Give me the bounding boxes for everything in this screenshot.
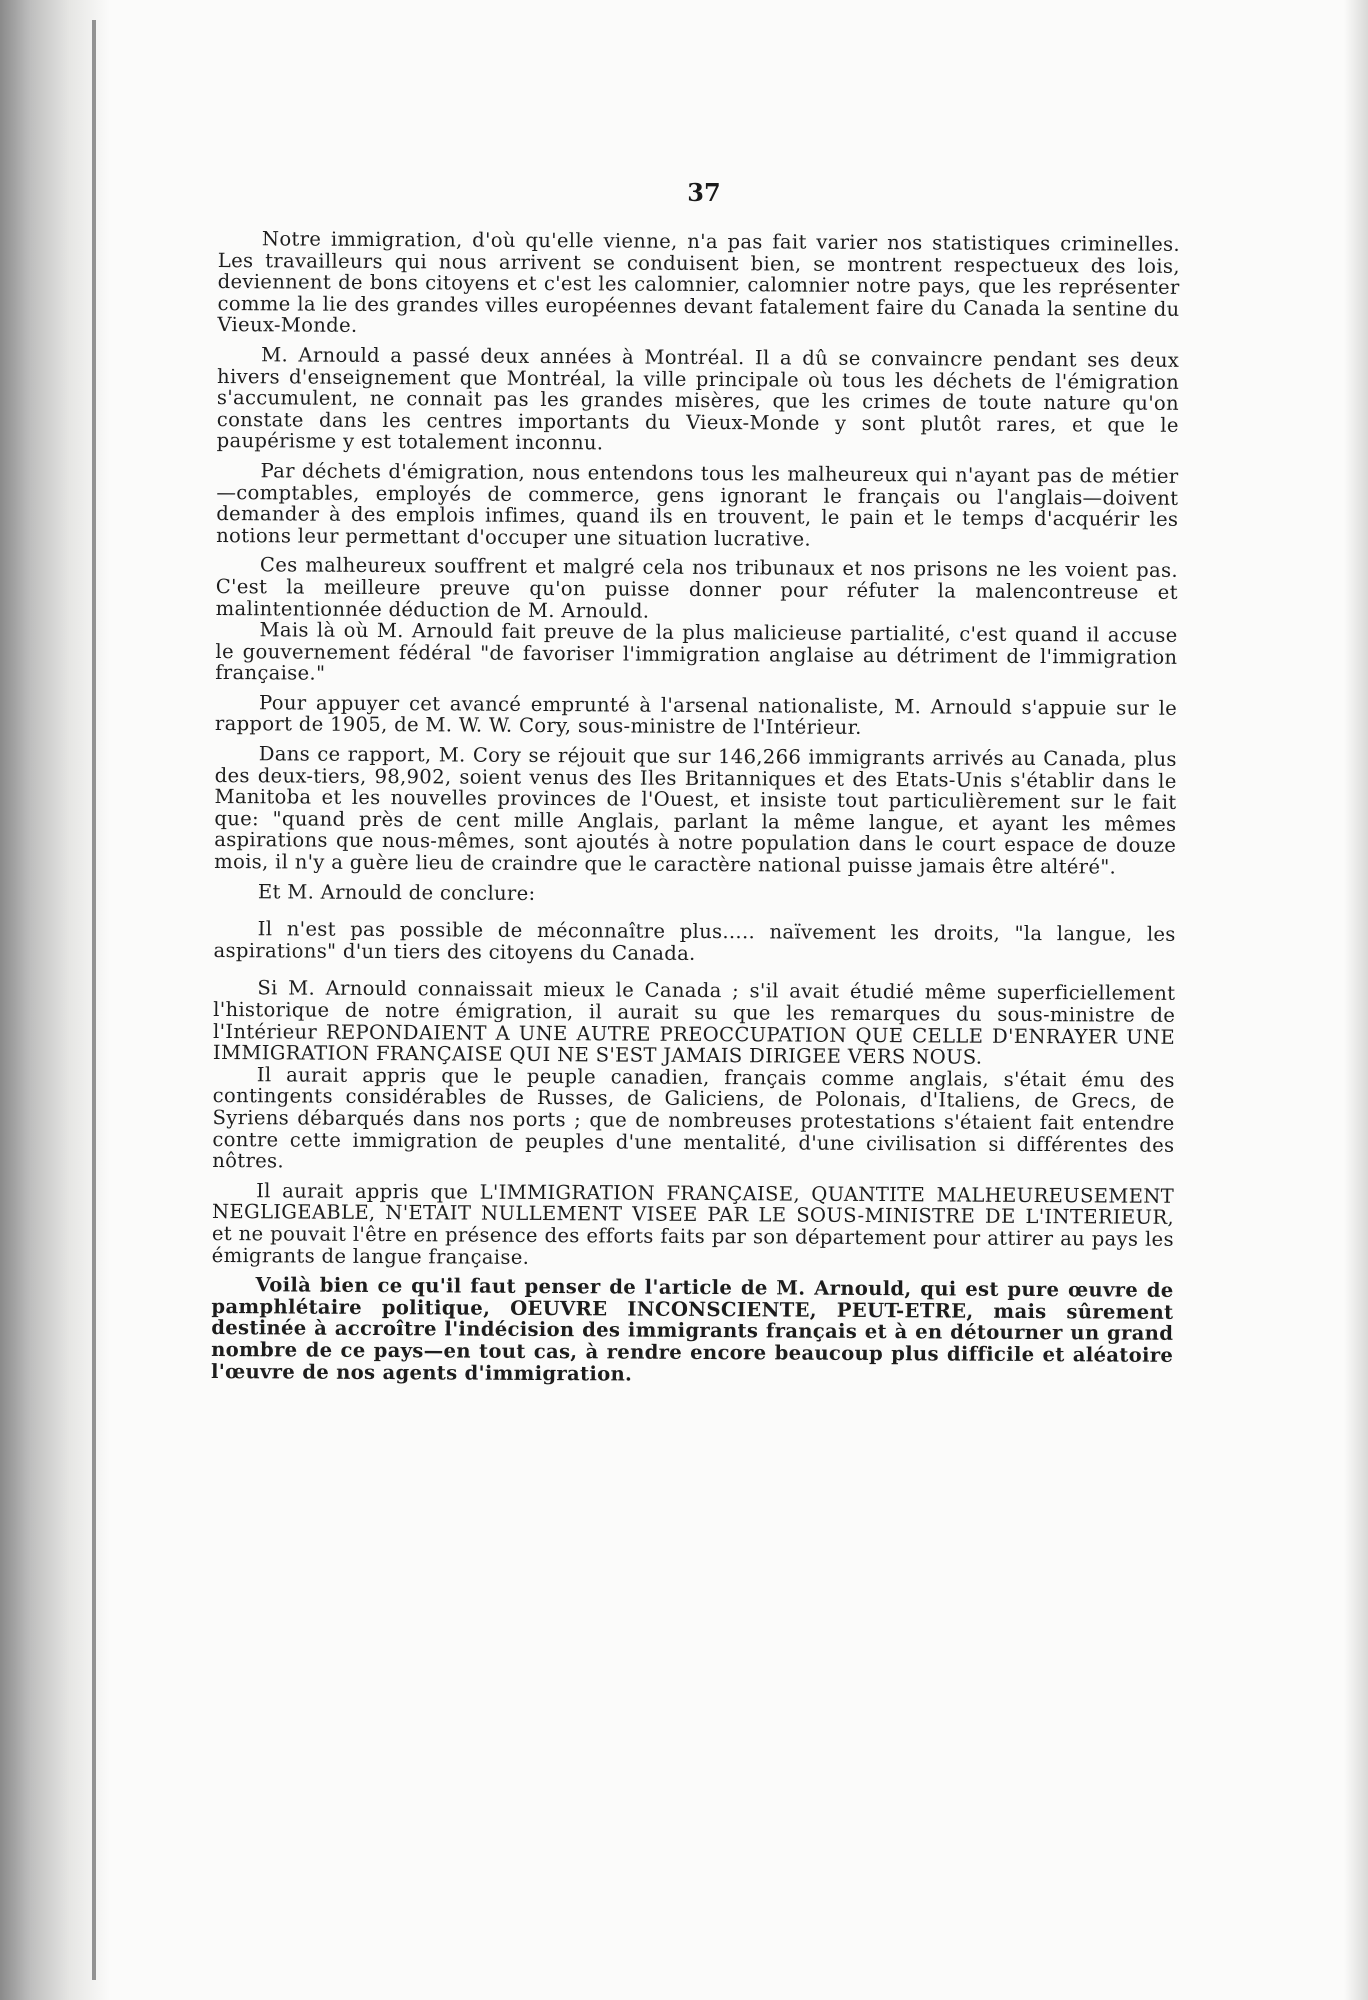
paragraph-immigration-francaise: Il aurait appris que L'IMMIGRATION FRANÇAISE, QUANTITE MALHEUREUSEMENT NEGLIGEABLE, N'ETAIT NULLEMENT VISEE PAR LE SOUS-MINISTRE DE L'INTERIEUR, et ne pouvait l'être en présence des efforts faits par son département pour attirer au pays les émigrants de langue française. bbox=[211, 1179, 1175, 1269]
paragraph-statistics: Notre immigration, d'où qu'elle vienne, n'a pas fait varier nos statistiques criminelles. Les travailleurs qui nous arrivent se conduisent bien, se montrent respectueux des lois, deviennent de bons citoyens et c'est les calomnier, calomnier notre pays, que les représenter comme la lie des grandes villes européennes devant fatalement faire du Canada la sentine du Vieux-Monde. bbox=[217, 227, 1180, 338]
paragraph-conclure: Et M. Arnould de conclure: bbox=[257, 879, 536, 905]
paragraph-conclusion: Voilà bien ce qu'il faut penser de l'article de M. Arnould, qui est pure œuvre de pamphlétaire politique, OEUVRE INCONSCIENTE, PEUT-ETRE, mais sûrement destinée à accroître l'indécision des immigrants français et à en détourner un grand nombre de ce pays—en tout cas, à rendre encore beaucoup plus difficile et aléatoire l'œuvre de nos agents d'immigration. bbox=[210, 1273, 1174, 1386]
paragraph-quote: Il n'est pas possible de méconnaître plus..... naïvement les droits, "la langue, les aspirations" d'un tiers des citoyens du Canada. bbox=[213, 917, 1176, 965]
paragraph-malheureux: Ces malheureux souffrent et malgré cela nos tribunaux et nos prisons ne les voient pas. C'est la meilleure preuve qu'on puisse donner pour réfuter la malencontreuse et malintentionnée déduction de M. Arnould. bbox=[215, 553, 1178, 623]
page-number: 37 bbox=[687, 178, 721, 207]
paragraph-partialite: Mais là où M. Arnould fait preuve de la plus malicieuse partialité, c'est quand il accuse le gouvernement fédéral "de favoriser l'immigration anglaise au détriment de l'immigration française." bbox=[215, 618, 1178, 685]
book-binding-edge bbox=[92, 20, 96, 1980]
paragraph-contingents: Il aurait appris que le peuple canadien, français comme anglais, s'était ému des contingents considérables de Russes, de Galiciens, de Polonais, d'Italiens, de Grecs, de Syriens débarqués dans nos ports ; que de nombreuses protestations s'étaient fait entendre contre cette immigration de peuples d'une mentalité, d'une civilisation si différentes des nôtres. bbox=[212, 1063, 1175, 1173]
paragraph-historique: Si M. Arnould connaissait mieux le Canada ; s'il avait étudié même superficiellement l'historique de notre émigration, il aurait su que les remarques du sous-ministre de l'Intérieur REPONDAIENT A UNE AUTRE PREOCCUPATION QUE CELLE D'ENRAYER UNE IMMIGRATION FRANÇAISE QUI NE S'EST JAMAIS DIRIGEE VERS NOUS. bbox=[212, 976, 1176, 1069]
body-text bbox=[211, 228, 1180, 1388]
paragraph-dechets: Par déchets d'émigration, nous entendons tous les malheureux qui n'ayant pas de métier—comptables, employés de commerce, gens ignorant le français ou l'anglais—doivent demander à des emplois infimes, quand ils en trouvent, le pain et le temps d'acquérir les notions leur permettant d'occuper une situation lucrative. bbox=[216, 459, 1179, 551]
paragraph-rapport-1905: Pour appuyer cet avancé emprunté à l'arsenal nationaliste, M. Arnould s'appuie sur le rapport de 1905, de M. W. W. Cory, sous-ministre de l'Intérieur. bbox=[214, 691, 1178, 740]
page-right-edge bbox=[1344, 0, 1368, 2000]
paragraph-cory-report: Dans ce rapport, M. Cory se réjouit que sur 146,266 immigrants arrivés au Canada, plus des deux-tiers, 98,902, soient venus des Iles Britanniques et des Etats-Unis s'établir dans le Manitoba et les nouvelles provinces de l'Ouest, et insiste tout particulièrement sur le fait que: "quand près de cent mille Anglais, parlant la même langue, et ayant les mêmes aspirations que nous-mêmes, sont ajoutés à notre population dans le court espace de douze mois, il n'y a guère lieu de craindre que le caractère national puisse jamais être altéré". bbox=[214, 742, 1177, 879]
paragraph-montreal: M. Arnould a passé deux années à Montréal. Il a dû se convaincre pendant ses deux hivers d'enseignement que Montréal, la ville principale où tous les déchets de l'émigration s'accumulent, ne connait pas les grandes misères, que les crimes de toute nature qu'on constate dans les centres importants du Vieux-Monde y sont plutôt rares, et que le paupérisme y est totalement inconnu. bbox=[216, 343, 1180, 455]
